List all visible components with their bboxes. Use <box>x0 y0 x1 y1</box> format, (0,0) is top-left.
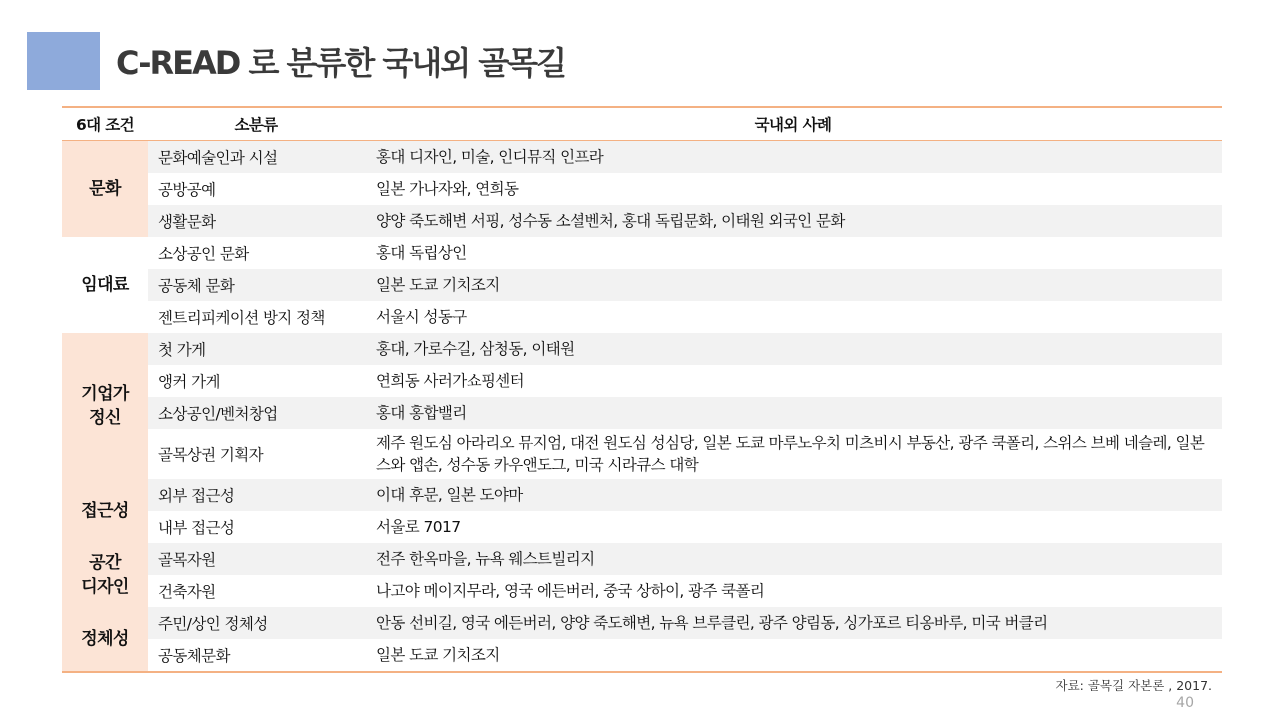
table-row <box>62 543 1222 575</box>
category-culture: 문화 <box>62 141 148 238</box>
example-cell: 제주 원도심 아라리오 뮤지엄, 대전 원도심 성심당, 일본 도쿄 마루노우치 미츠비시 부동산, 광주 쿡폴리, 스위스 브베 네슬레, 일본 스와 앱손, 성수동 카우앤도그, 미국 시라큐스 대학 <box>376 434 1205 474</box>
category-space-design: 공간 디자인 <box>62 543 148 607</box>
subcategory-cell: 공동체문화 <box>148 639 364 672</box>
subcategory-cell: 생활문화 <box>148 205 364 237</box>
category-entrepreneurship: 기업가 정신 <box>62 333 148 479</box>
header-examples: 국내외 사례 <box>364 107 1222 141</box>
page-number: 40 <box>1176 695 1194 711</box>
example-cell: 일본 도쿄 기치조지 <box>364 639 1222 672</box>
example-cell: 이대 후문, 일본 도야마 <box>364 479 1222 511</box>
example-cell: 일본 도쿄 기치조지 <box>364 269 1222 301</box>
table-row <box>62 397 1222 429</box>
subcategory-cell: 외부 접근성 <box>148 479 364 511</box>
table-row <box>62 607 1222 639</box>
example-cell: 홍대, 가로수길, 삼청동, 이태원 <box>364 333 1222 365</box>
subcategory-cell: 문화예술인과 시설 <box>148 141 364 174</box>
example-cell: 나고야 메이지무라, 영국 에든버러, 중국 상하이, 광주 쿡폴리 <box>376 582 765 600</box>
subcategory-cell: 공방공예 <box>158 181 216 199</box>
table-row <box>62 333 1222 365</box>
subcategory-cell: 소상공인 문화 <box>158 245 249 263</box>
subcategory-cell: 앵커 가게 <box>158 373 220 391</box>
table-row <box>62 639 1222 672</box>
table-row <box>62 301 1222 333</box>
table-row <box>62 237 1222 269</box>
table-row <box>62 365 1222 397</box>
table-row <box>62 173 1222 205</box>
example-cell: 연희동 사러가쇼핑센터 <box>376 372 525 390</box>
example-cell: 양양 죽도해변 서핑, 성수동 소셜벤처, 홍대 독립문화, 이태원 외국인 문화 <box>364 205 1222 237</box>
subcategory-cell: 골목상권 기획자 <box>158 446 263 464</box>
example-cell: 전주 한옥마을, 뉴욕 웨스트빌리지 <box>364 543 1222 575</box>
subcategory-cell: 주민/상인 정체성 <box>148 607 364 639</box>
example-cell: 홍대 독립상인 <box>376 244 467 262</box>
table-header-row <box>62 107 1222 141</box>
table-row <box>62 141 1222 174</box>
subcategory-cell: 첫 가게 <box>148 333 364 365</box>
table-row <box>62 511 1222 543</box>
subcategory-cell: 젠트리피케이션 방지 정책 <box>158 309 325 327</box>
example-cell: 서울시 성동구 <box>376 308 467 326</box>
header-subcategory: 소분류 <box>148 107 364 141</box>
category-accessibility: 접근성 <box>62 479 148 543</box>
subcategory-cell: 소상공인/벤처창업 <box>148 397 364 429</box>
header-condition: 6대 조건 <box>62 107 148 141</box>
subcategory-cell: 골목자원 <box>148 543 364 575</box>
example-cell: 일본 가나자와, 연희동 <box>376 180 519 198</box>
source-note: 자료: 골목길 자본론 , 2017. <box>1055 678 1212 693</box>
example-cell: 안동 선비길, 영국 에든버러, 양양 죽도해변, 뉴욕 브루클린, 광주 양림동, 싱가포르 티옹바루, 미국 버클리 <box>364 607 1222 639</box>
page-title: C-READ 로 분류한 국내외 골목길 <box>116 44 566 82</box>
table-row <box>62 429 1222 479</box>
example-cell: 홍대 홍합밸리 <box>364 397 1222 429</box>
table-row <box>62 269 1222 301</box>
subcategory-cell: 내부 접근성 <box>158 519 235 537</box>
example-cell: 서울로 7017 <box>376 518 461 536</box>
example-cell: 홍대 디자인, 미술, 인디뮤직 인프라 <box>364 141 1222 174</box>
table-row <box>62 479 1222 511</box>
classification-table <box>62 106 1222 673</box>
subcategory-cell: 공동체 문화 <box>148 269 364 301</box>
category-rent: 임대료 <box>62 237 148 333</box>
subcategory-cell: 건축자원 <box>158 583 216 601</box>
table-row <box>62 205 1222 237</box>
category-identity: 정체성 <box>62 607 148 672</box>
table-row <box>62 575 1222 607</box>
title-accent-block <box>27 32 100 90</box>
